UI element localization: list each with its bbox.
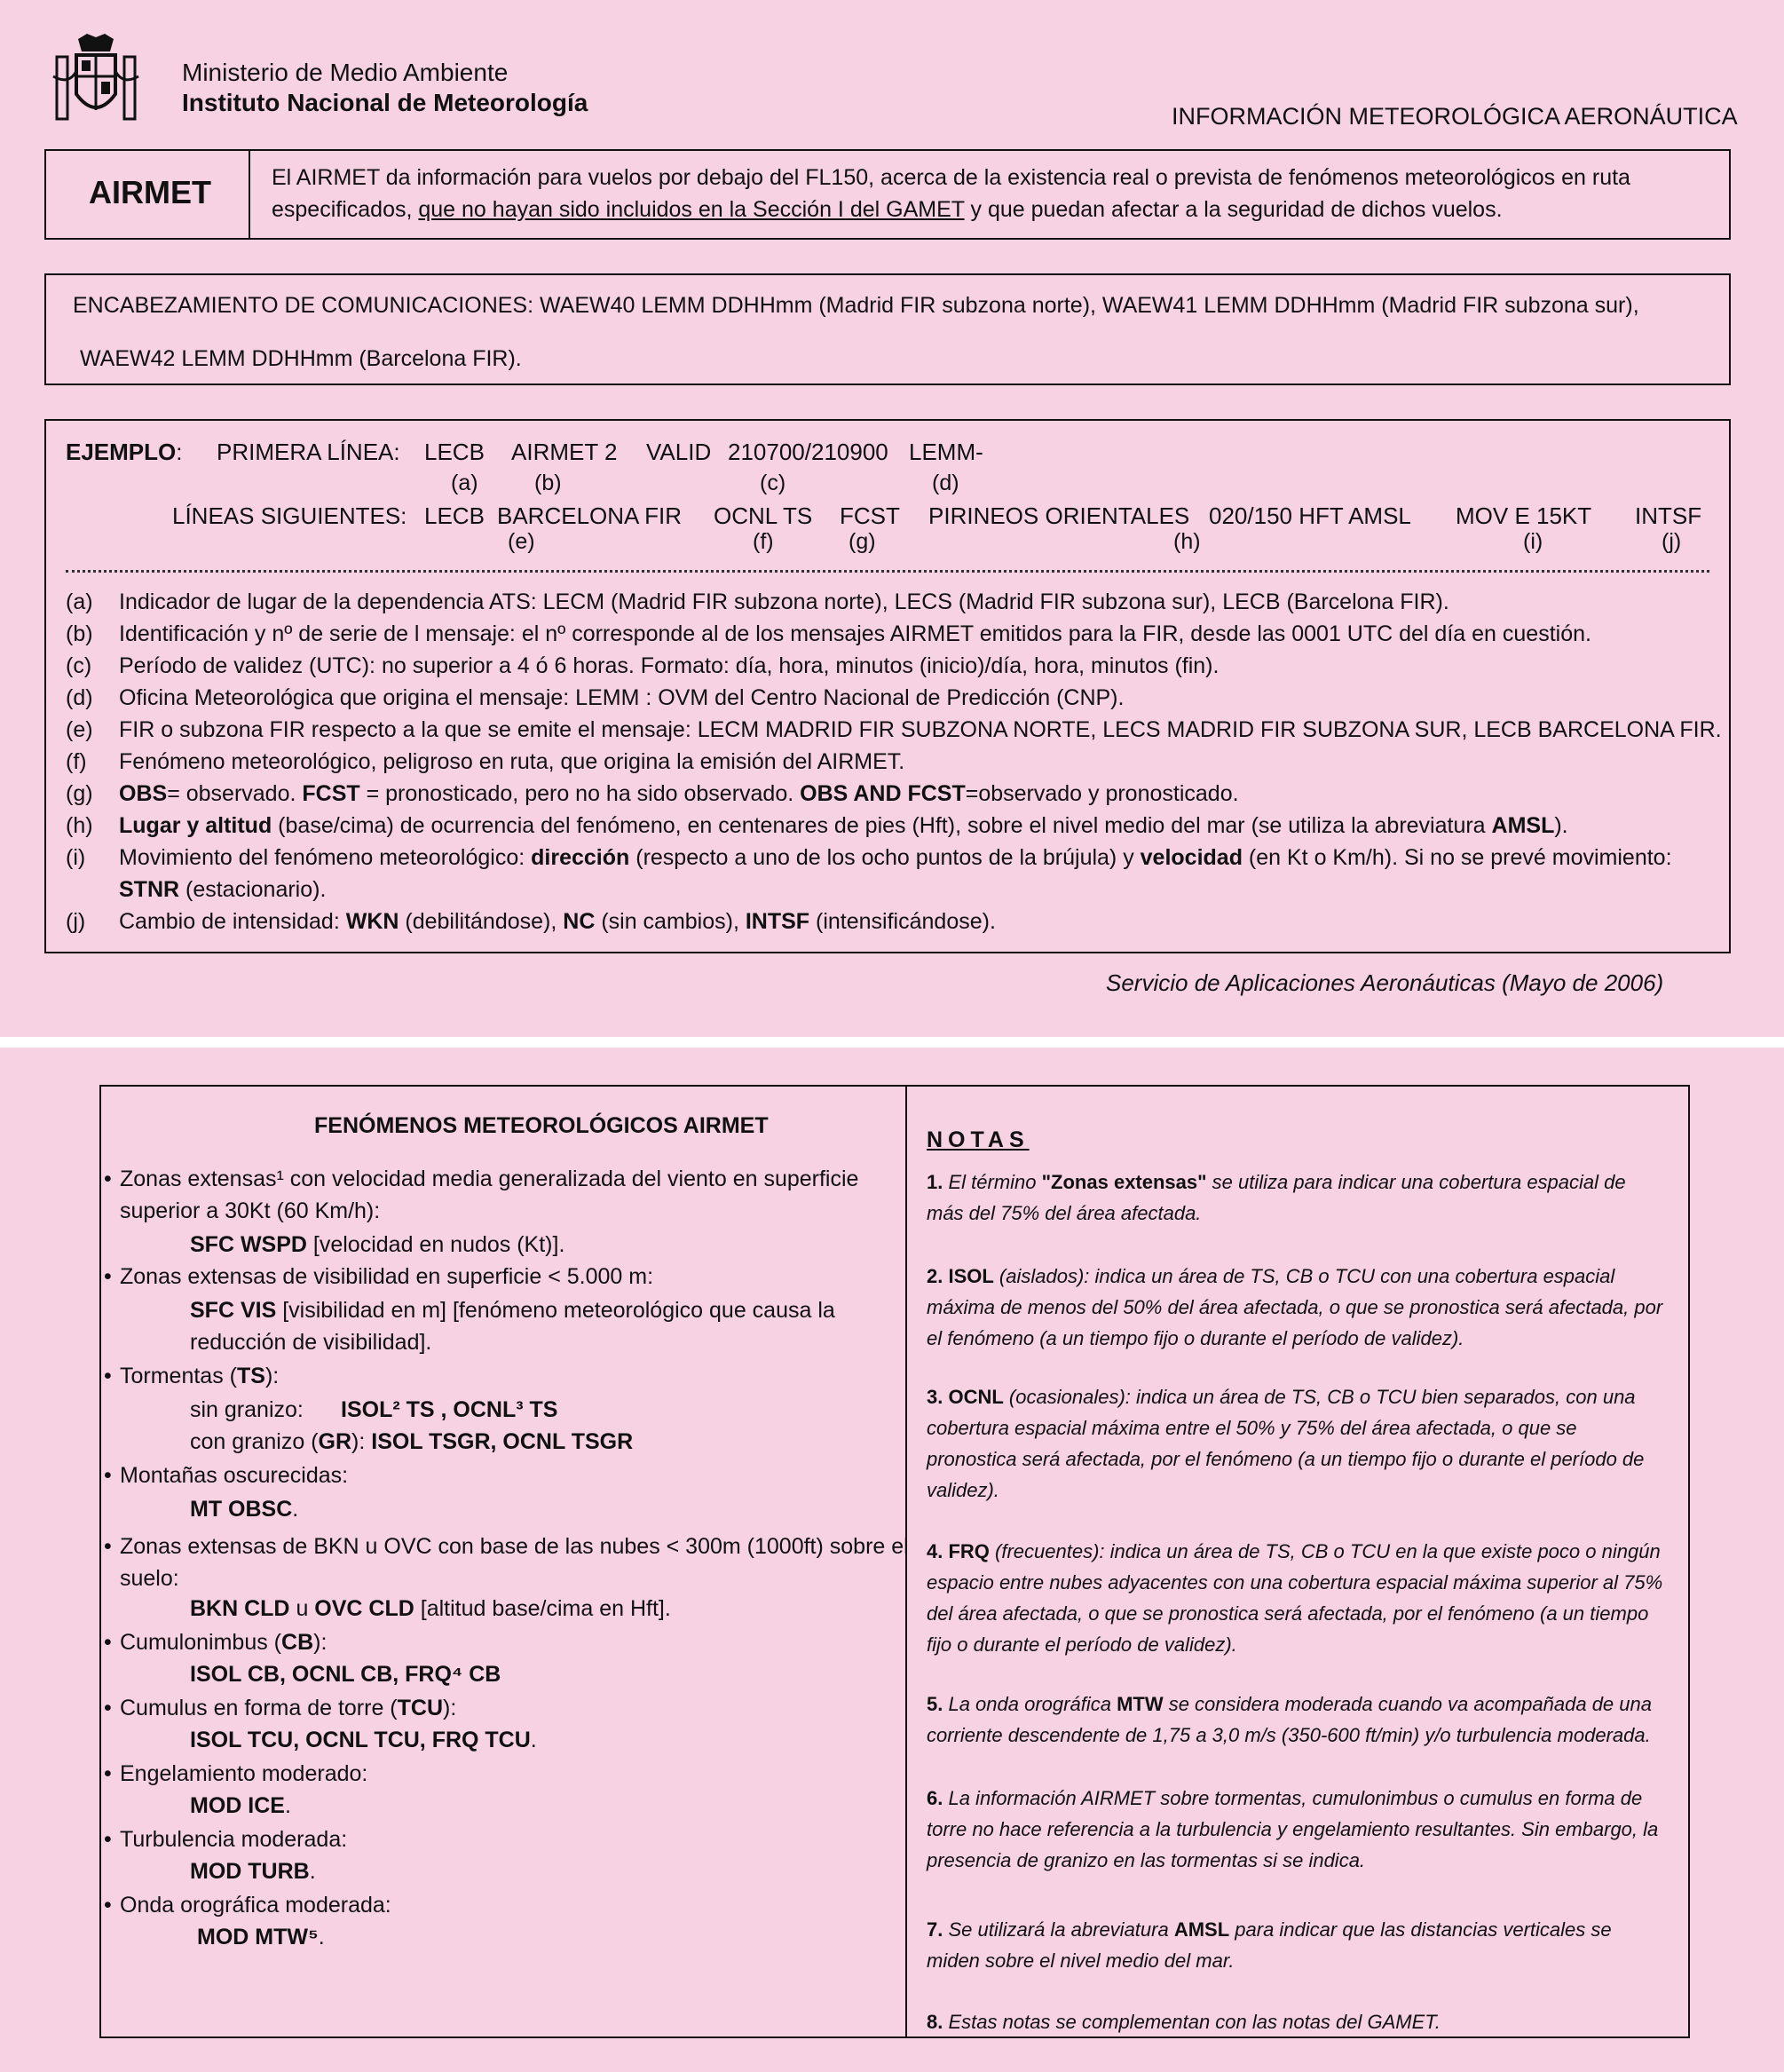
legend-row-j [66, 909, 996, 935]
item-text: [velocidad en nudos (Kt)]. [306, 1232, 565, 1257]
legend-text: (en Kt o Km/h). Si no se prevé movimiento: [1242, 845, 1672, 870]
footer-credit: Servicio de Aplicaciones Aeronáuticas (Mayo de 2006) [1106, 969, 1664, 996]
legend-row-i [66, 845, 1672, 871]
item-text: con granizo ( [190, 1429, 319, 1454]
legend-row-e [66, 717, 1722, 743]
next-line-tag: (e) [508, 529, 535, 554]
item-text: Cumulus en forma de torre ( [120, 1696, 398, 1720]
legend-text: (base/cima) de ocurrencia del fenómeno, en centenares de pies (Hft), sobre el nivel medio del mar (se utiliza la abreviatura [272, 813, 1492, 838]
legend-text: (estacionario). [179, 877, 327, 902]
note-5 [927, 1688, 1663, 1751]
first-line-tag: (a) [451, 471, 478, 495]
item-text: Turbulencia moderada: [120, 1827, 348, 1852]
item-text: . [530, 1728, 537, 1752]
legend-text: Indicador de lugar de la dependencia ATS: LECM (Madrid FIR subzona norte), LECS (Madrid FIR subzona sur), LECB (Barcelona FIR). [119, 589, 1449, 614]
note-1 [927, 1166, 1663, 1229]
item-text: Engelamiento moderado: [120, 1761, 368, 1786]
code-tcu [190, 1728, 537, 1753]
item-text: . [318, 1925, 325, 1949]
item-text: . [309, 1859, 316, 1884]
next-line-tag: (h) [1173, 529, 1201, 554]
legend-key: (d) [66, 685, 93, 710]
first-line-part: VALID [646, 439, 712, 465]
phenomenon-tcu [120, 1696, 456, 1721]
item-text: ): [443, 1696, 457, 1720]
phenomenon-wind [120, 1163, 858, 1227]
item-code: MOD MTW⁵ [197, 1925, 319, 1949]
code-storms-no-hail: ISOL² TS , OCNL³ TS [341, 1397, 558, 1422]
next-line-part: OCNL TS [714, 502, 813, 529]
legend-bold: dirección [531, 845, 630, 870]
code-sfc-wspd [190, 1232, 564, 1258]
airmet-definition-box [44, 149, 1731, 240]
legend-row-i-cont [119, 877, 326, 903]
legend-key: (c) [66, 653, 92, 678]
next-line-part: INTSF [1635, 502, 1702, 529]
note-bold: MTW [1117, 1693, 1164, 1715]
item-code: GR [318, 1429, 352, 1454]
note-text: Se utilizará la abreviatura [943, 1918, 1174, 1941]
item-text: suelo: [120, 1566, 179, 1591]
note-text: Estas notas se complementan con las notas del GAMET. [943, 2011, 1441, 2033]
note-number: 5. [927, 1693, 943, 1715]
item-code: ISOL TSGR, OCNL TSGR [371, 1429, 634, 1454]
desc-text: especificados, [272, 197, 419, 222]
note-bold: ISOL [943, 1265, 994, 1287]
legend-text: = observado. [167, 781, 303, 806]
item-text: u [289, 1596, 315, 1621]
note-text: (frecuentes): indica un área de TS, CB o TCU en la que existe poco o ningún espacio entre nubes adyacentes con una cobertura espacial máxima superior al 75% del área afectada, o que se pronostica será afectada, por el fenómeno (a un tiempo fijo o durante el período de validez). [927, 1540, 1663, 1656]
note-bold: "Zonas extensas" [1041, 1171, 1207, 1193]
code-sfc-vis-cont [190, 1330, 431, 1356]
next-line-tag: (g) [849, 529, 876, 554]
dotted-separator [66, 570, 1709, 573]
first-line-tag: (d) [932, 471, 959, 495]
legend-text: =observado y pronosticado. [965, 781, 1239, 806]
legend-key: (i) [66, 845, 86, 870]
next-line-part: LECB [424, 502, 485, 529]
legend-row-c [66, 653, 1219, 679]
legend-text: (debilitándose), [399, 909, 564, 934]
item-text: superior a 30Kt (60 Km/h): [120, 1198, 381, 1223]
legend-text: FIR o subzona FIR respecto a la que se emite el mensaje: LECM MADRID FIR SUBZONA NORTE, LECS MADRID FIR SUBZONA SUR, LECB BARCELONA FIR. [119, 717, 1722, 742]
legend-key: (b) [66, 621, 93, 646]
note-2 [927, 1261, 1663, 1354]
next-line-tag: (i) [1523, 529, 1543, 554]
legend-row-h [66, 813, 1568, 839]
legend-key: (g) [66, 781, 93, 806]
note-number: 7. [927, 1918, 943, 1941]
next-line-part: PIRINEOS ORIENTALES [928, 502, 1190, 529]
legend-bold: NC [563, 909, 596, 934]
legend-key: (f) [66, 749, 87, 774]
first-line-part: LEMM- [909, 439, 983, 465]
phenomenon-cb [120, 1630, 327, 1656]
legend-key: (h) [66, 813, 93, 838]
note-4 [927, 1536, 1663, 1660]
comms-line2: WAEW42 LEMM DDHHmm (Barcelona FIR). [80, 346, 522, 371]
note-text: (ocasionales): indica un área de TS, CB o TCU bien separados, con una cobertura espacial máxima entre el 50% y 75% del área afectada, o que se pronostica será afectada, por el fenómeno (a un tiempo fijo o durante el período de validez). [927, 1386, 1645, 1501]
card-divider [0, 1037, 1784, 1048]
item-text: ): [313, 1630, 328, 1655]
phenomena-title: FENÓMENOS METEOROLÓGICOS AIRMET [314, 1113, 769, 1138]
legend-bold: Lugar y altitud [119, 813, 272, 838]
item-text: [altitud base/cima en Hft]. [414, 1596, 671, 1621]
note-text: La onda orográfica [943, 1693, 1117, 1715]
item-code: TS [236, 1364, 265, 1388]
legend-text: Oficina Meteorológica que origina el mensaje: LEMM : OVM del Centro Nacional de Predicción (CNP). [119, 685, 1125, 710]
next-line-part: 020/150 HFT AMSL [1209, 502, 1411, 529]
notes-title: NOTAS [927, 1127, 1030, 1152]
legend-row-b [66, 621, 1591, 647]
item-code: MOD ICE [190, 1793, 285, 1818]
item-text: Zonas extensas de visibilidad en superficie < 5.000 m: [120, 1264, 654, 1289]
note-bold: FRQ [943, 1540, 990, 1562]
item-text: Cumulonimbus ( [120, 1630, 282, 1655]
note-text: se utiliza para indicar una cobertura espacial de más del 75% del área afectada. [927, 1171, 1626, 1224]
note-bold: AMSL [1173, 1918, 1230, 1941]
note-7 [927, 1914, 1663, 1976]
legend-key: (a) [66, 589, 93, 614]
next-line-tag: (j) [1662, 529, 1682, 554]
desc-underlined: que no hayan sido incluidos en la Sección I del GAMET [418, 197, 965, 222]
item-code: TCU [397, 1696, 444, 1720]
next-line-part: BARCELONA FIR [497, 502, 683, 529]
section-title: INFORMACIÓN METEOROLÓGICA AERONÁUTICA [1172, 103, 1738, 130]
legend-text: (intensificándose). [809, 909, 996, 934]
comms-heading-box [44, 273, 1731, 385]
first-line-part: AIRMET 2 [511, 439, 618, 465]
legend-row-d [66, 685, 1124, 711]
code-bkn-ovc [190, 1596, 671, 1622]
legend-bold: FCST [302, 781, 360, 806]
item-code: OVC CLD [314, 1596, 414, 1621]
legend-text: Identificación y nº de serie de l mensaje: el nº corresponde al de los mensajes AIRMET emitidos para la FIR, desde las 0001 UTC del día en cuestión. [119, 621, 1591, 646]
item-text: ): [264, 1364, 280, 1388]
note-8 [927, 2006, 1663, 2037]
airmet-label: AIRMET [89, 174, 211, 210]
phenomenon-visibility [120, 1264, 653, 1290]
next-line-tag: (f) [753, 529, 774, 554]
note-number: 3. [927, 1386, 943, 1408]
comms-line1: ENCABEZAMIENTO DE COMUNICACIONES: WAEW40 LEMM DDHHmm (Madrid FIR subzona norte), WAEW41 LEMM DDHHmm (Madrid FIR subzona sur), [73, 293, 1639, 318]
item-text: Onda orográfica moderada: [120, 1893, 391, 1918]
next-line-part: FCST [840, 502, 900, 529]
item-code: MT OBSC [190, 1497, 293, 1522]
note-number: 1. [927, 1171, 943, 1193]
phenomenon-low-cloud [120, 1530, 909, 1594]
example-label-colon: : [176, 439, 183, 465]
example-label-text: EJEMPLO [66, 439, 177, 465]
item-text: . [292, 1497, 299, 1522]
first-line-part: 210700/210900 [728, 439, 888, 465]
example-label [66, 439, 182, 466]
coat-of-arms-icon [51, 32, 140, 128]
first-line-tag: (b) [534, 471, 562, 495]
storms-hail [190, 1429, 633, 1455]
legend-text: Movimiento del fenómeno meteorológico: [119, 845, 532, 870]
note-number: 6. [927, 1787, 943, 1809]
note-6 [927, 1783, 1663, 1876]
airmet-description-line2 [272, 197, 1503, 223]
item-text: Montañas oscurecidas: [120, 1463, 349, 1488]
code-mod-mtw [197, 1925, 325, 1950]
legend-text: Fenómeno meteorológico, peligroso en ruta, que origina la emisión del AIRMET. [119, 749, 905, 774]
note-text: El término [943, 1171, 1042, 1193]
legend-text: (sin cambios), [595, 909, 746, 934]
code-mod-turb [190, 1859, 316, 1885]
note-number: 2. [927, 1265, 943, 1287]
phenomenon-mountains [120, 1463, 348, 1489]
note-text: para indicar que las distancias verticales se miden sobre el nivel medio del mar. [927, 1918, 1612, 1972]
legend-text: Cambio de intensidad: [119, 909, 346, 934]
phenomenon-storms [120, 1364, 279, 1389]
code-mt-obsc [190, 1497, 298, 1522]
first-line-tag: (c) [760, 471, 786, 495]
legend-bold: OBS [119, 781, 168, 806]
code-cb: ISOL CB, OCNL CB, FRQ⁴ CB [190, 1662, 501, 1687]
legend-bold: WKN [345, 909, 399, 934]
storms-no-hail [190, 1397, 304, 1423]
legend-bold: STNR [119, 877, 180, 902]
phenomenon-turbulence [120, 1827, 347, 1853]
institute-name: Instituto Nacional de Meteorología [182, 89, 588, 116]
item-text: ): [351, 1429, 372, 1454]
item-text: reducción de visibilidad]. [190, 1330, 432, 1355]
item-text: Zonas extensas de BKN u OVC con base de las nubes < 300m (1000ft) sobre el [120, 1534, 909, 1559]
legend-text: Período de validez (UTC): no superior a 4 ó 6 horas. Formato: día, hora, minutos (inicio)/día, hora, minutos (fin). [119, 653, 1220, 678]
desc-text-end: y que puedan afectar a la seguridad de dichos vuelos. [964, 197, 1503, 222]
item-text: . [284, 1793, 291, 1818]
ministry-name: Ministerio de Medio Ambiente [182, 59, 509, 86]
first-line-part: LECB [424, 439, 485, 465]
item-code: SFC VIS [190, 1298, 277, 1323]
code-mod-ice [190, 1793, 291, 1819]
legend-row-a [66, 589, 1449, 615]
note-number: 8. [927, 2011, 943, 2033]
legend-row-f [66, 749, 904, 775]
first-line-label: PRIMERA LÍNEA: [217, 439, 400, 465]
legend-text: ). [1554, 813, 1568, 838]
phenomenon-icing [120, 1761, 367, 1787]
item-code: SFC WSPD [190, 1232, 307, 1257]
code-sfc-vis [190, 1298, 835, 1324]
item-text: sin granizo: [190, 1397, 304, 1422]
note-bold: OCNL [943, 1386, 1004, 1408]
next-lines-label: LÍNEAS SIGUIENTES: [172, 502, 407, 529]
legend-bold: OBS AND FCST [800, 781, 966, 806]
legend-key: (e) [66, 717, 93, 742]
note-number: 4. [927, 1540, 943, 1562]
note-text: se considera moderada cuando va acompañada de una corriente descendente de 1,75 a 3,0 m/s (350-600 ft/min) y/o turbulencia moderada. [927, 1693, 1652, 1746]
legend-text: (respecto a uno de los ocho puntos de la brújula) y [629, 845, 1141, 870]
item-code: ISOL TCU, OCNL TCU, FRQ TCU [190, 1728, 531, 1752]
example-box [44, 419, 1731, 953]
note-text: La información AIRMET sobre tormentas, cumulonimbus o cumulus en forma de torre no hace referencia a la turbulencia y engelamiento resultantes. Sin embargo, la presencia de granizo en las tormentas si se indica. [927, 1787, 1659, 1871]
item-code: MOD TURB [190, 1859, 310, 1884]
item-text: Tormentas ( [120, 1364, 237, 1388]
legend-key: (j) [66, 909, 86, 934]
note-text: (aislados): indica un área de TS, CB o TCU con una cobertura espacial máxima de menos del 50% del área afectada, o que se pronostica será afectada, por el fenómeno (a un tiempo fijo o durante el período de validez). [927, 1265, 1663, 1349]
legend-text: = pronosticado, pero no ha sido observado. [359, 781, 801, 806]
legend-bold: AMSL [1491, 813, 1555, 838]
item-code: CB [281, 1630, 314, 1655]
item-code: BKN CLD [190, 1596, 290, 1621]
note-3 [927, 1381, 1663, 1506]
item-text: Zonas extensas¹ con velocidad media generalizada del viento en superficie [120, 1166, 859, 1191]
phenomenon-mountain-wave [120, 1893, 391, 1918]
airmet-description-line1: El AIRMET da información para vuelos por debajo del FL150, acerca de la existencia real o prevista de fenómenos meteorológicos en ruta [272, 165, 1630, 190]
legend-bold: velocidad [1140, 845, 1243, 870]
legend-row-g [66, 781, 1239, 807]
legend-bold: INTSF [745, 909, 810, 934]
airmet-label-divider [249, 151, 250, 238]
item-text: [visibilidad en m] [fenómeno meteorológico que causa la [276, 1298, 835, 1323]
next-line-part: MOV E 15KT [1456, 502, 1592, 529]
